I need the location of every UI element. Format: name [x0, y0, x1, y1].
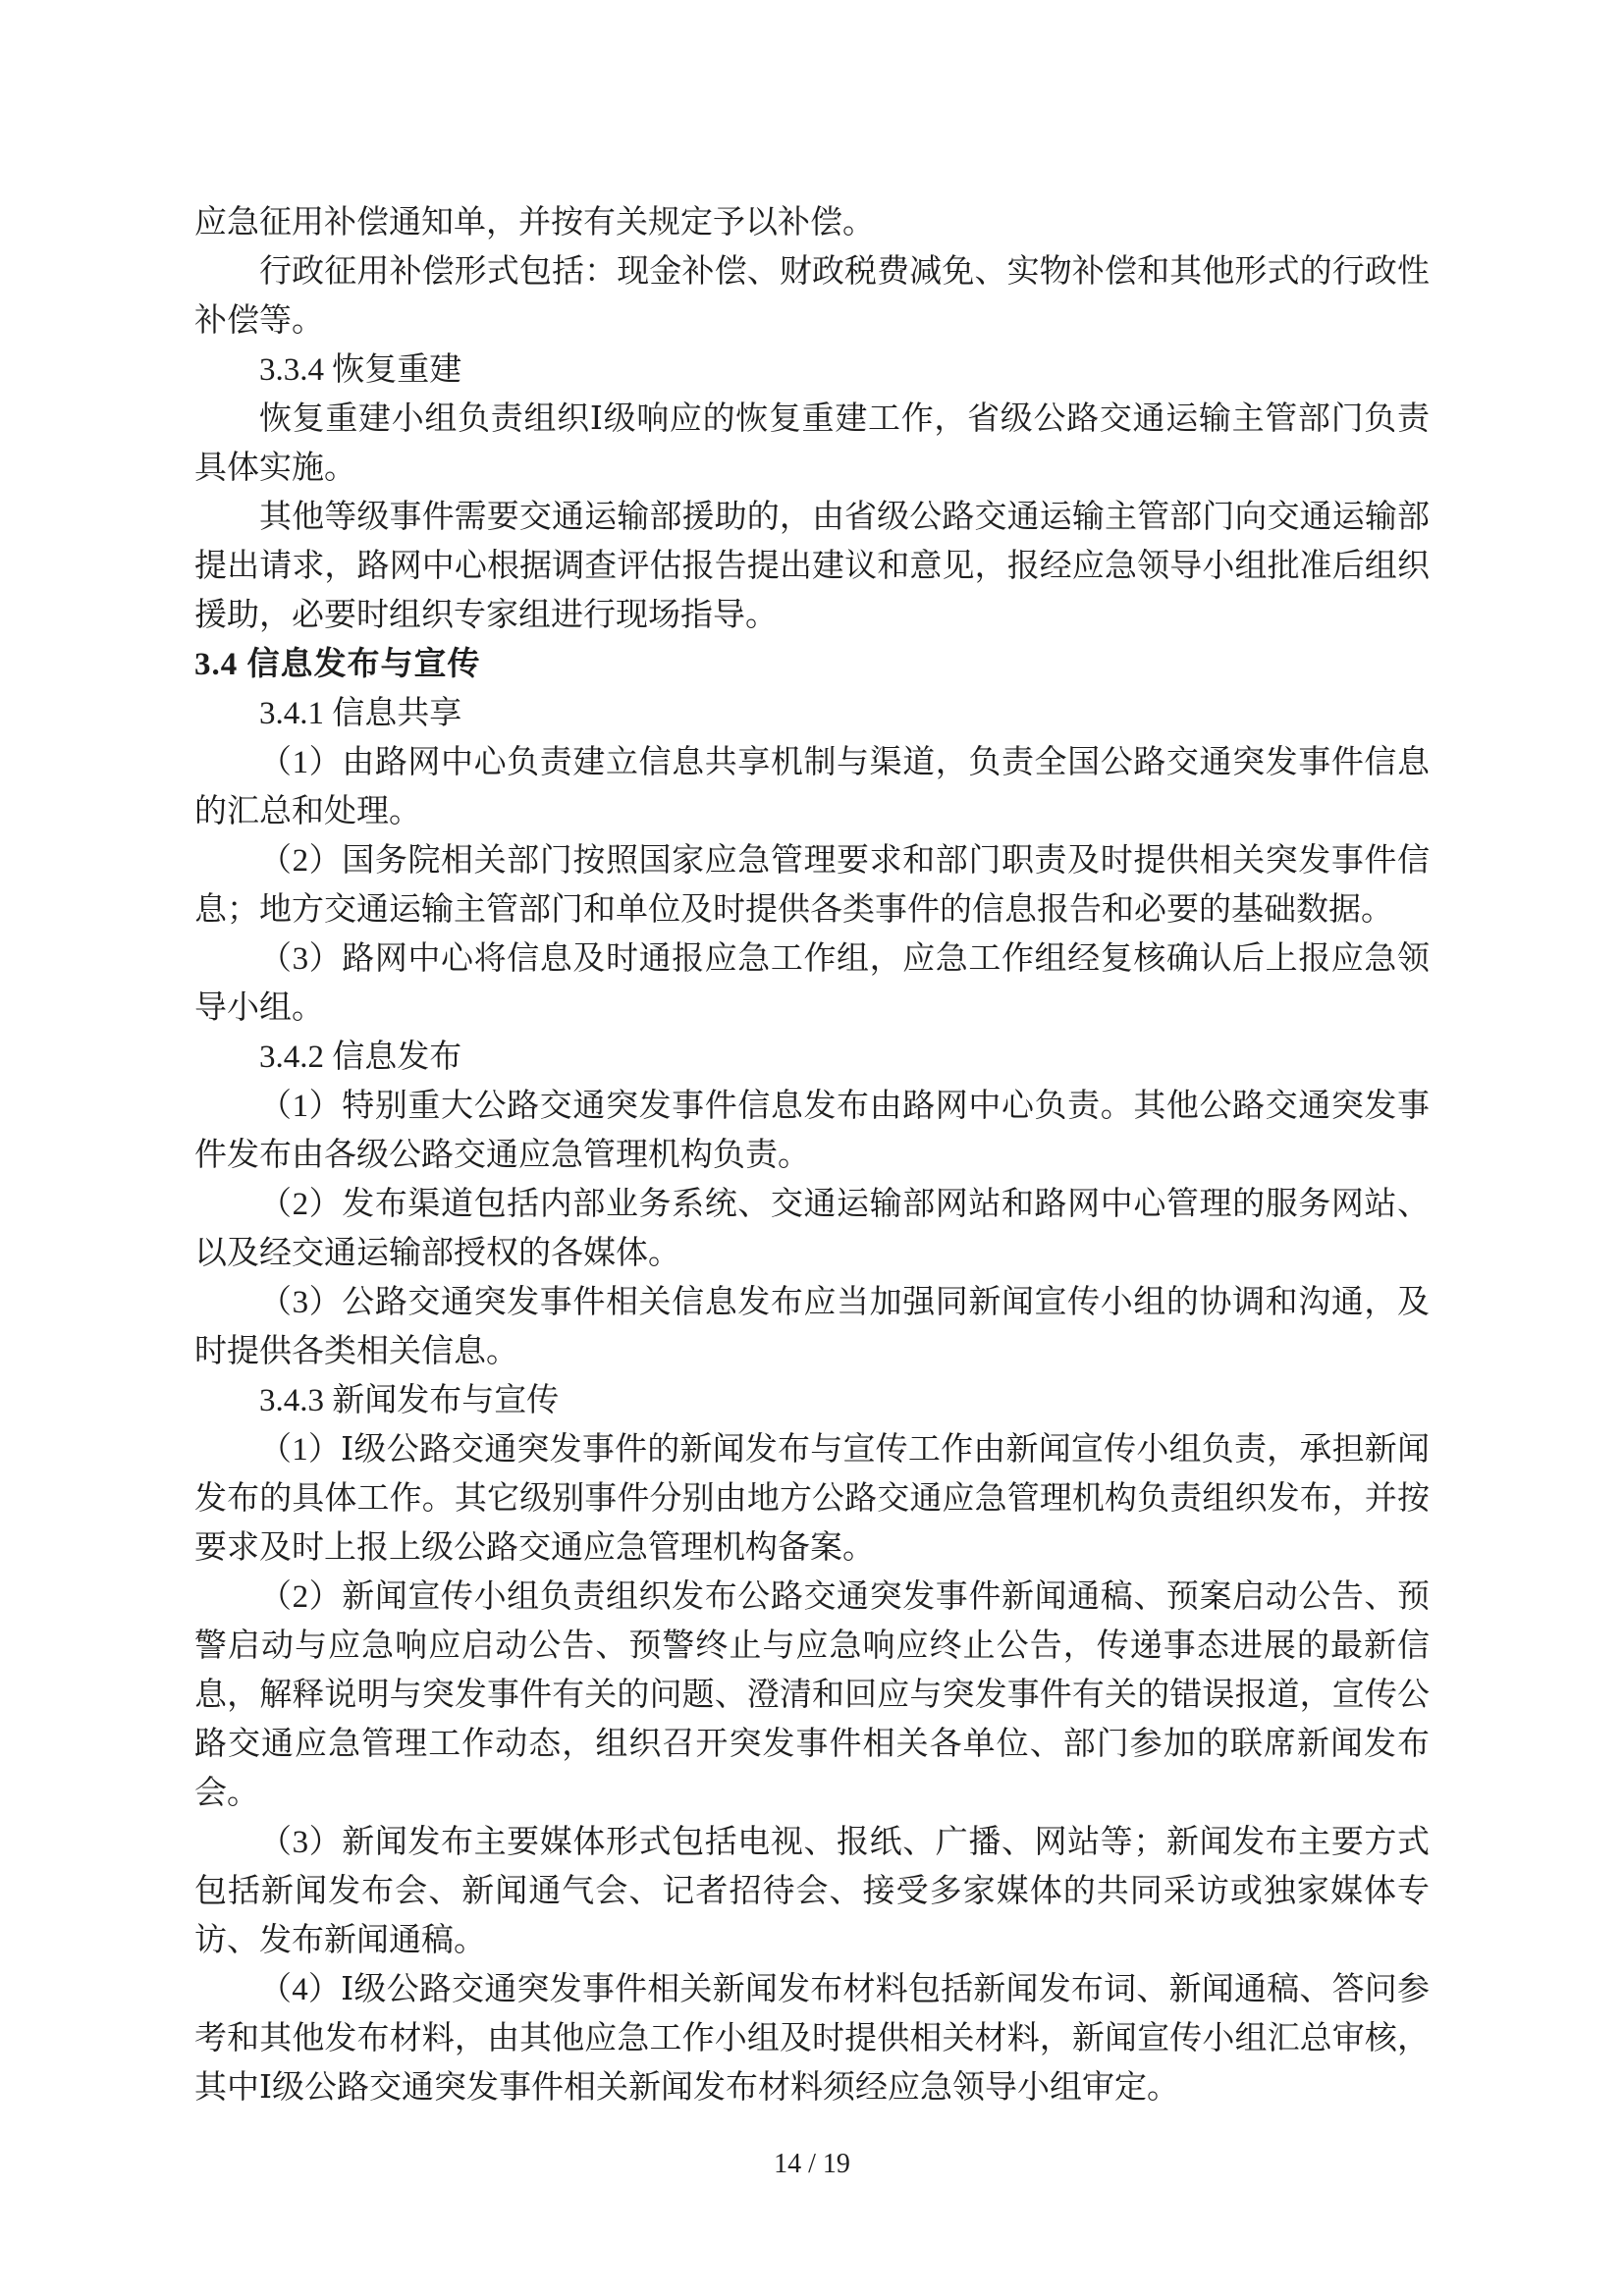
paragraph: （4）Ⅰ级公路交通突发事件相关新闻发布材料包括新闻发布词、新闻通稿、答问参考和其他发布材料，由其他应急工作小组及时提供相关材料，新闻宣传小组汇总审核，其中Ⅰ级公路交通突发事件相关新闻发布材料须经应急领导小组审定。: [194, 1972, 1430, 2106]
section-heading-3-4: 3.4 信息发布与宣传: [194, 647, 481, 682]
section-heading-3-4-3: 3.4.3 新闻发布与宣传: [259, 1383, 560, 1418]
paragraph: （3）公路交通突发事件相关信息发布应当加强同新闻宣传小组的协调和沟通，及时提供各类相关信息。: [194, 1285, 1430, 1369]
paragraph: （2）国务院相关部门按照国家应急管理要求和部门职责及时提供相关突发事件信息；地方交通运输主管部门和单位及时提供各类事件的信息报告和必要的基础数据。: [194, 843, 1430, 928]
paragraph: （1）特别重大公路交通突发事件信息发布由路网中心负责。其他公路交通突发事件发布由各级公路交通应急管理机构负责。: [194, 1089, 1430, 1173]
paragraph: 其他等级事件需要交通运输部援助的，由省级公路交通运输主管部门向交通运输部提出请求，路网中心根据调查评估报告提出建议和意见，报经应急领导小组批准后组织援助，必要时组织专家组进行现场指导。: [194, 500, 1430, 633]
section-heading-3-4-2: 3.4.2 信息发布: [259, 1040, 462, 1075]
paragraph: 恢复重建小组负责组织Ⅰ级响应的恢复重建工作，省级公路交通运输主管部门负责具体实施。: [194, 401, 1430, 486]
paragraph: （3）新闻发布主要媒体形式包括电视、报纸、广播、网站等；新闻发布主要方式包括新闻发布会、新闻通气会、记者招待会、接受多家媒体的共同采访或独家媒体专访、发布新闻通稿。: [194, 1825, 1430, 1958]
paragraph: 行政征用补偿形式包括：现金补偿、财政税费减免、实物补偿和其他形式的行政性补偿等。: [194, 254, 1430, 339]
paragraph: （1）由路网中心负责建立信息共享机制与渠道，负责全国公路交通突发事件信息的汇总和处理。: [194, 745, 1430, 829]
page-number: 14 / 19: [774, 2149, 850, 2179]
paragraph: （2）发布渠道包括内部业务系统、交通运输部网站和路网中心管理的服务网站、以及经交通运输部授权的各媒体。: [194, 1187, 1430, 1271]
section-heading-3-4-1: 3.4.1 信息共享: [259, 696, 462, 731]
document-text-block: [194, 198, 1430, 2112]
paragraph: （2）新闻宣传小组负责组织发布公路交通突发事件新闻通稿、预案启动公告、预警启动与应急响应启动公告、预警终止与应急响应终止公告，传递事态进展的最新信息，解释说明与突发事件有关的问题、澄清和回应与突发事件有关的错误报道，宣传公路交通应急管理工作动态，组织召开突发事件相关各单位、部门参加的联席新闻发布会。: [194, 1579, 1430, 1811]
section-heading-3-3-4: 3.3.4 恢复重建: [259, 352, 462, 388]
paragraph: （3）路网中心将信息及时通报应急工作组，应急工作组经复核确认后上报应急领导小组。: [194, 941, 1430, 1026]
paragraph: （1）Ⅰ级公路交通突发事件的新闻发布与宣传工作由新闻宣传小组负责，承担新闻发布的具体工作。其它级别事件分别由地方公路交通应急管理机构负责组织发布，并按要求及时上报上级公路交通应急管理机构备案。: [194, 1432, 1430, 1566]
paragraph-continuation: 应急征用补偿通知单，并按有关规定予以补偿。: [194, 205, 875, 240]
